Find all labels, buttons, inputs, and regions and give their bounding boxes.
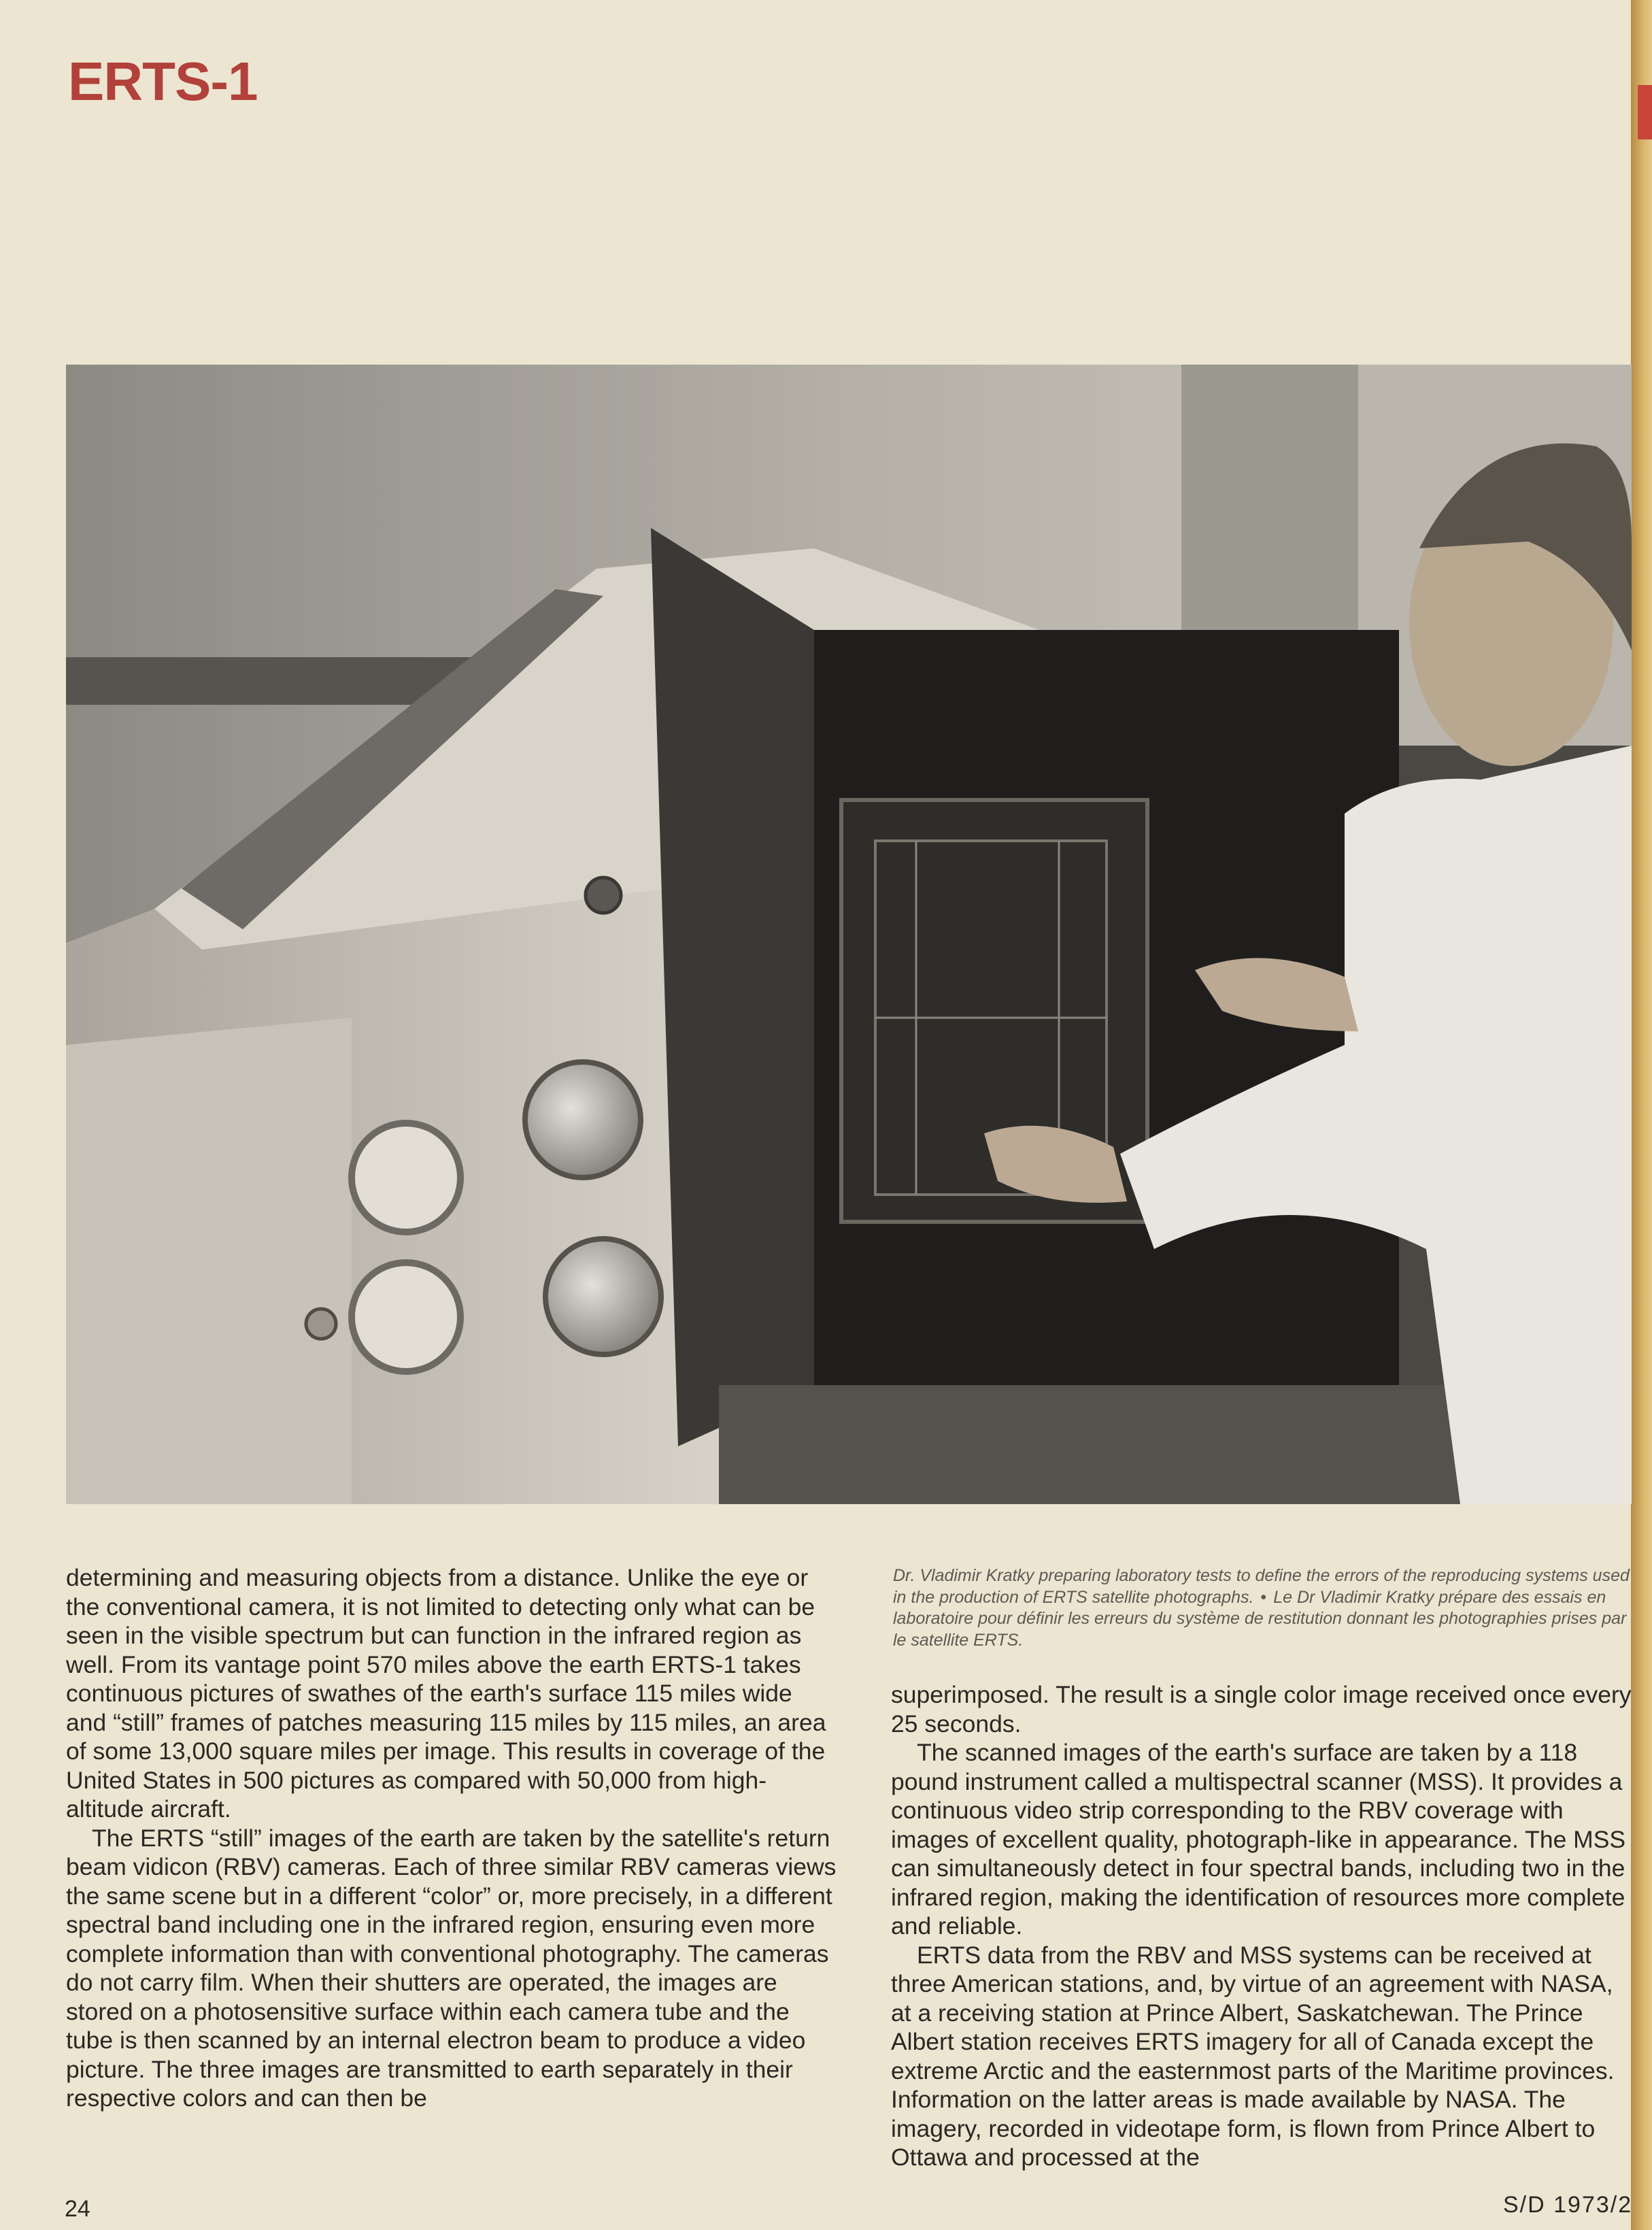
caption-bullet: •	[1260, 1587, 1267, 1607]
photo-caption	[893, 1565, 1634, 1651]
body-column-left	[66, 1563, 838, 2113]
paragraph: ERTS data from the RBV and MSS systems can be received at three American stations, and, by virtue of an agreement with NASA, at a receiving station at Prince Albert, Saskatchewan. The Prince Albert station receives ERTS imagery for all of Canada except the extreme Arctic and the easternmost parts of the Maritime provinces. Information on the latter areas is made available by NASA. The imagery, recorded in videotape form, is flown from Prince Albert to Ottawa and processed at the	[891, 1941, 1615, 2171]
paragraph: The scanned images of the earth's surface are taken by a 118 pound instrument called a multispectral scanner (MSS). It provides a continuous video strip corresponding to the RBV coverage with images of excellent quality, photograph-like in appearance. The MSS can simultaneously detect in four spectral bands, including two in the infrared region, making the identification of resources more complete and reliable.	[891, 1739, 1626, 1940]
caption-french: Le Dr Vladimir Kratky prépare des essais en laboratoire pour définir les erreurs du système de restitution donnant les photographies prises par le satellite ERTS.	[893, 1587, 1627, 1650]
page-number: 24	[65, 2196, 90, 2222]
caption-english: Dr. Vladimir Kratky preparing laboratory tests to define the errors of the reproducing systems used in the production of ERTS satellite photographs.	[893, 1566, 1630, 1607]
body-column-right	[891, 1680, 1639, 2172]
paragraph: superimposed. The result is a single color image received once every 25 seconds.	[891, 1681, 1632, 1737]
paragraph: determining and measuring objects from a distance. Unlike the eye or the conventional camera, it is not limited to detecting only what can be seen in the visible spectrum but can function in the infrared region as well. From its vantage point 570 miles above the earth ERTS-1 takes continuous pictures of swathes of the earth's surface 115 miles wide and “still” frames of patches measuring 115 miles by 115 miles, an area of some 13,000 square miles per image. This results in coverage of the United States in 500 pictures as compared with 50,000 from high-altitude aircraft.	[66, 1564, 826, 1823]
photograph	[66, 365, 1632, 1504]
issue-label: S/D 1973/2	[1503, 2192, 1633, 2218]
page-edge-mark	[1638, 85, 1652, 139]
paragraph: The ERTS “still” images of the earth are taken by the satellite's return beam vidicon (RBV) cameras. Each of three similar RBV cameras views the same scene but in a different “color” or, more precisely, in a different spectral band including one in the infrared region, ensuring even more complete information than with conventional photography. The cameras do not carry film. When their shutters are operated, the images are stored on a photosensitive surface within each camera tube and the tube is then scanned by an internal electron beam to produce a video picture. The three images are transmitted to earth separately in their respective colors and can then be	[66, 1824, 837, 2112]
page-title: ERTS-1	[68, 51, 258, 112]
